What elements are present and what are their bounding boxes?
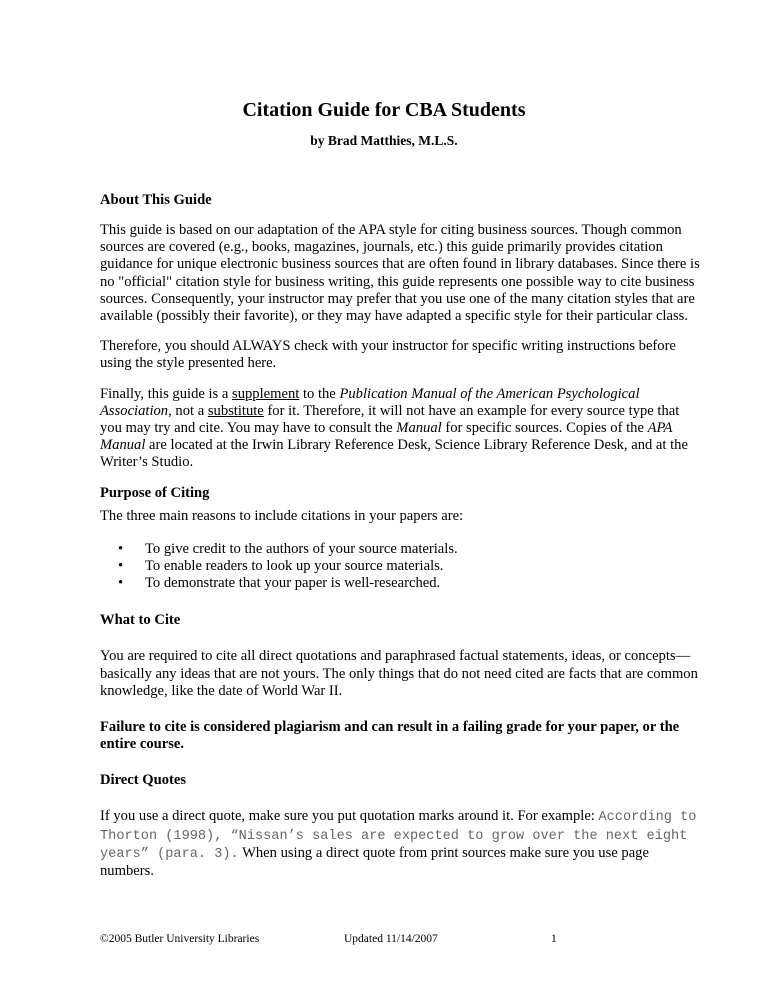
list-item-text: To enable readers to look up your source materials. [145,558,444,575]
heading-what-to-cite: What to Cite [100,612,181,629]
paragraph-finally [100,386,700,472]
document-body [100,192,700,880]
footer-copyright: ©2005 Butler University Libraries [100,933,260,945]
italic-manual: Manual [396,420,442,437]
document-title: Citation Guide for CBA Students [242,99,526,121]
text-run: are located at the Irwin Library Reference Desk, Science Library Reference Desk, and at the Writer’s Studio. [100,437,688,471]
quote-example: According to Thorton (1998), “Nissan’s sales are expected to grow over the next eight years” (para. 3). [100,810,697,862]
underlined-substitute: substitute [207,402,264,419]
text-run: When using a direct quote from print sources make sure you use page numbers. [100,844,649,880]
heading-about-this-guide: About This Guide [100,192,212,208]
paragraph-purpose-intro: The three main reasons to include citations in your papers are: [100,507,464,524]
italic-publication-manual: Publication Manual of the American Psychological Association [100,385,640,419]
list-item [100,575,700,592]
list-item-text: To demonstrate that your paper is well-researched. [145,575,441,592]
underlined-supplement: supplement [232,385,300,402]
purpose-list [100,541,700,593]
bullet-icon: • [118,575,124,592]
document-byline: by Brad Matthies, M.L.S. [310,133,458,148]
bullet-icon: • [118,540,124,557]
text-run: for specific sources. Copies of the [441,420,648,437]
paragraph-what-to-cite: You are required to cite all direct quotations and paraphrased factual statements, ideas, or concepts—basically any ideas that are not yours. The only things that do not need cited are facts that are common knowledge, like the date of World War II. [100,648,698,699]
paragraph-about: This guide is based on our adaptation of the APA style for citing business sources. Though common sources are covered (e.g., books, magazines, journals, etc.) this guide primarily provides citation guidance for unique electronic business sources that are often found in library databases. Since there is no "official" citation style for business writing, this guide represents one possible way to cite business sources. Consequently, your instructor may prefer that you use one of the many citation styles that are available (possibly their favorite), or they may have adapted a specific style for their particular class. [100,222,700,325]
text-run: Finally, this guide is a [100,385,233,402]
paragraph-direct-quotes [100,808,700,880]
bullet-icon: • [118,558,124,575]
heading-purpose-of-citing: Purpose of Citing [100,484,210,501]
footer-updated-date: Updated 11/14/2007 [344,933,438,945]
text-run: If you use a direct quote, make sure you put quotation marks around it. For example: [100,808,599,825]
paragraph-therefore: Therefore, you should ALWAYS check with your instructor for specific writing instructions before using the style presented here. [100,338,676,372]
list-item [100,541,700,558]
text-run: , not a [168,402,208,419]
text-run: to the [299,385,340,402]
heading-direct-quotes: Direct Quotes [100,772,187,789]
list-item-text: To give credit to the authors of your source materials. [145,540,458,557]
list-item [100,558,700,575]
footer-page-number: 1 [551,933,557,945]
italic-apa-manual: APA Manual [100,420,673,454]
plagiarism-warning: Failure to cite is considered plagiarism and can result in a failing grade for your paper, or the entire course. [100,719,680,753]
text-run: for it. Therefore, it will not have an example for every source type that you may try and cite. You may have to consult the [100,402,680,437]
